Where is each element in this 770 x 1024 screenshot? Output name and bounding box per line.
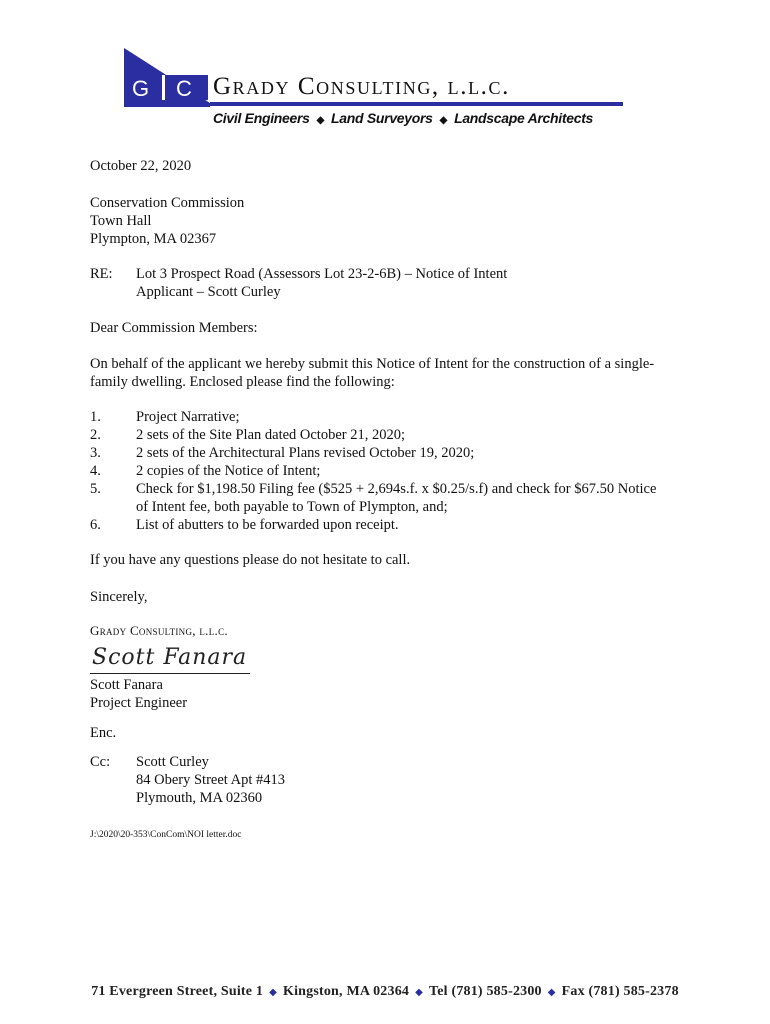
diamond-icon: ◆ <box>547 987 556 998</box>
footer-phone: Tel (781) 585-2300 <box>429 984 542 999</box>
footer-city: Kingston, MA 02364 <box>282 984 410 999</box>
list-item: 2 copies of the Notice of Intent; <box>136 463 321 479</box>
re-subject: Lot 3 Prospect Road (Assessors Lot 23-2-6B) – Notice of Intent <box>136 266 508 282</box>
list-number: 2. <box>90 427 101 443</box>
closing-line: If you have any questions please do not hesitate to call. <box>90 552 411 568</box>
footer-fax: Fax (781) 585-2378 <box>561 984 679 999</box>
logo-letter-c: C <box>176 76 192 101</box>
re-label: RE: <box>90 266 113 282</box>
recipient-line-3: Plympton, MA 02367 <box>90 231 217 247</box>
signer-title: Project Engineer <box>90 695 188 711</box>
salutation: Dear Commission Members: <box>90 320 258 336</box>
file-path: J:\2020\20-353\ConCom\NOI letter.doc <box>90 830 242 840</box>
diamond-icon: ◆ <box>415 987 423 998</box>
intro-line-1: On behalf of the applicant we hereby submit this Notice of Intent for the construction of a single- <box>90 356 655 372</box>
list-number: 4. <box>90 463 101 479</box>
list-number: 5. <box>90 481 101 497</box>
list-number: 1. <box>90 409 101 425</box>
diamond-icon: ◆ <box>439 115 448 126</box>
intro-line-2: family dwelling. Enclosed please find the following: <box>90 374 395 390</box>
tagline-civil: Civil Engineers <box>213 110 310 126</box>
cc-label: Cc: <box>90 754 111 770</box>
letterhead-rule <box>210 102 623 106</box>
company-name: Grady Consulting, l.l.c. <box>213 73 510 100</box>
letter-date: October 22, 2020 <box>90 158 192 174</box>
diamond-icon: ◆ <box>269 987 277 998</box>
list-item: 2 sets of the Architectural Plans revised October 19, 2020; <box>136 445 475 461</box>
recipient-line-2: Town Hall <box>90 213 152 229</box>
list-item: Project Narrative; <box>136 409 240 425</box>
handwritten-signature: Scott Fanara <box>92 645 248 670</box>
list-number: 3. <box>90 445 101 461</box>
cc-line-1: Scott Curley <box>136 754 209 770</box>
recipient-line-1: Conservation Commission <box>90 195 245 211</box>
cc-line-3: Plymouth, MA 02360 <box>136 790 263 806</box>
list-item-continued: of Intent fee, both payable to Town of Plympton, and; <box>136 499 448 515</box>
signature-line <box>90 673 250 674</box>
signer-name: Scott Fanara <box>90 677 163 693</box>
cc-line-2: 84 Obery Street Apt #413 <box>136 772 286 788</box>
list-item: List of abutters to be forwarded upon receipt. <box>136 517 399 533</box>
footer-address <box>0 984 770 1000</box>
tagline-landscape: Landscape Architects <box>454 110 594 126</box>
logo-letter-g: G <box>132 76 150 101</box>
enclosure-note: Enc. <box>90 725 117 741</box>
footer-street: 71 Evergreen Street, Suite 1 <box>91 984 264 999</box>
company-tagline <box>213 110 593 126</box>
signature-company: Grady Consulting, l.l.c. <box>90 623 228 638</box>
list-number: 6. <box>90 517 101 533</box>
sincerely: Sincerely, <box>90 589 148 605</box>
tagline-surveyors: Land Surveyors <box>331 110 433 126</box>
diamond-icon: ◆ <box>316 115 325 126</box>
re-applicant: Applicant – Scott Curley <box>136 284 281 300</box>
company-logo <box>118 45 218 125</box>
logo-divider <box>162 75 165 100</box>
list-item: Check for $1,198.50 Filing fee ($525 + 2,694s.f. x $0.25/s.f) and check for $67.50 Notice <box>136 481 657 497</box>
list-item: 2 sets of the Site Plan dated October 21, 2020; <box>136 427 406 443</box>
